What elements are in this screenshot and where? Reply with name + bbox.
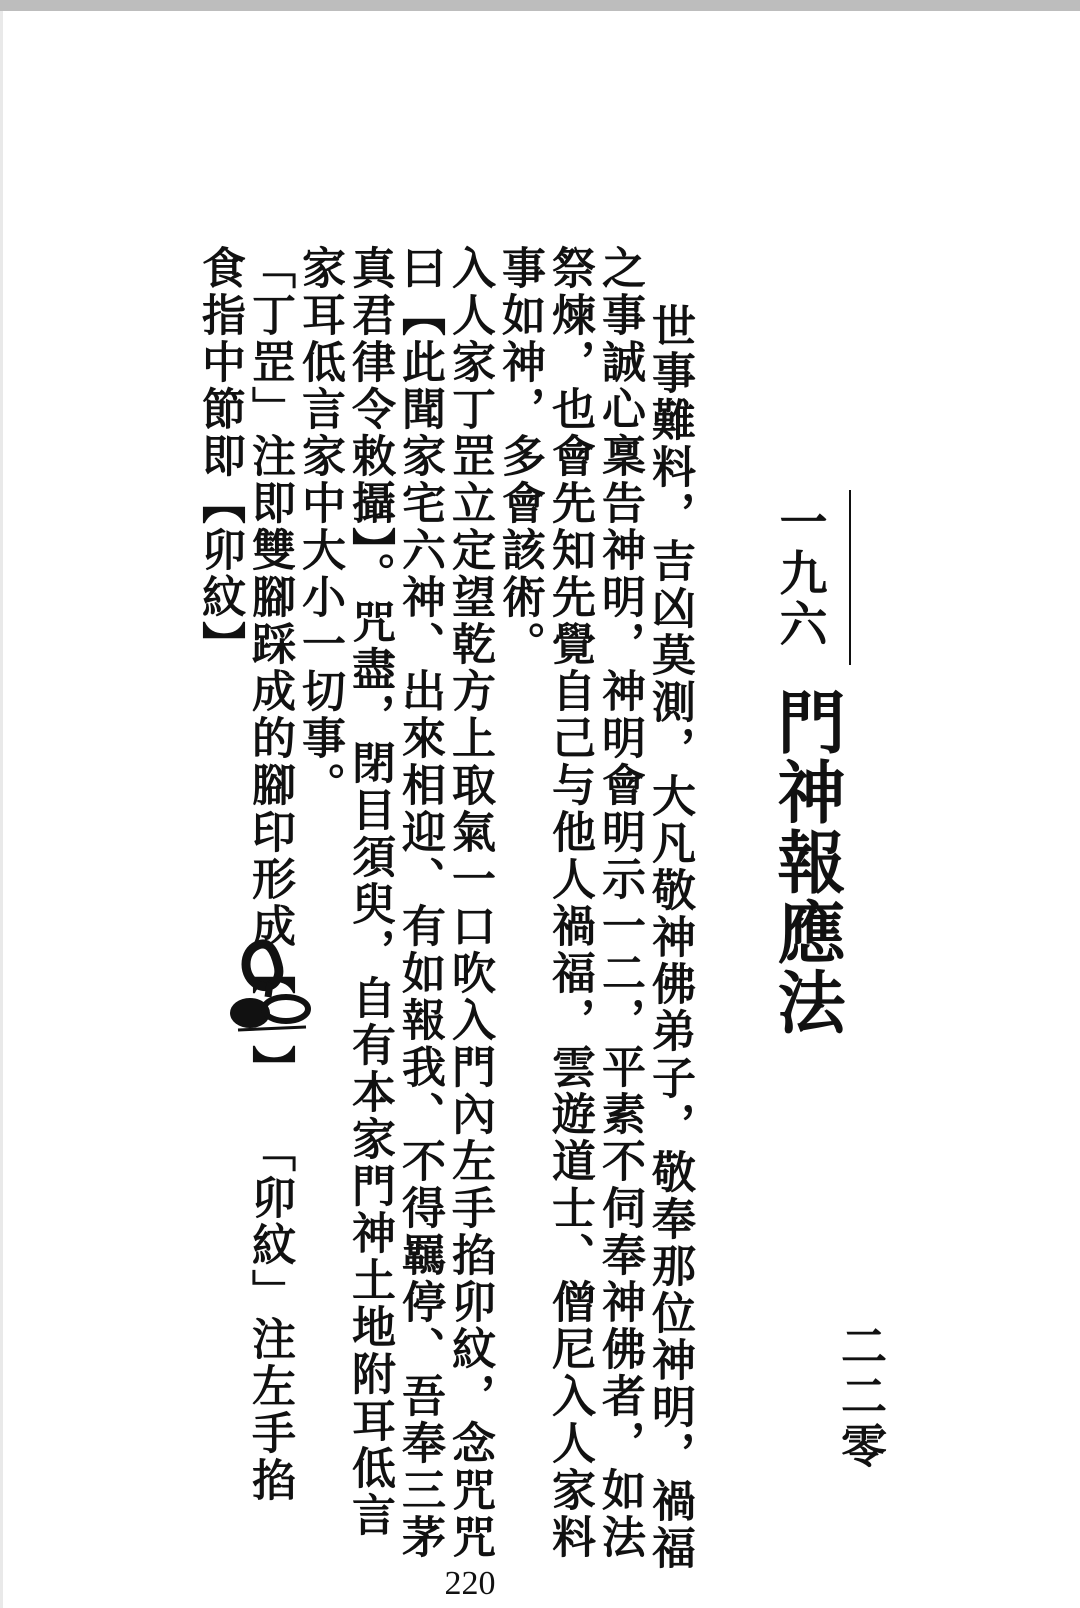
footprint-glyph-icon — [228, 935, 314, 1045]
section-rule — [849, 490, 851, 665]
section-title: 門神報應法 — [766, 687, 846, 1037]
body-column-9-part-a: 「丁罡」注即雙腳踩成的腳印形成【 — [244, 245, 295, 997]
top-gray-bar — [0, 0, 1080, 11]
body-column-7: 真君律令敕攝】。咒盡，閉目須臾，自有本家門神土地附耳低言 — [344, 245, 395, 1539]
body-column-3: 祭煉，也會先知先覺自己与他人禍福，雲遊道士、僧尼入人家料 — [544, 245, 595, 1561]
body-column-1: 世事難料，吉凶莫測，大凡敬神佛弟子，敬奉那位神明，禍福 — [644, 303, 695, 1572]
body-column-4: 事如神，多會該術。 — [494, 245, 545, 668]
chinese-page-number: 二二零 — [834, 1322, 888, 1472]
body-column-6: 曰【此聞家宅六神、出來相迎、有如報我、不得羈停、吾奉三茅 — [394, 245, 445, 1561]
body-column-2: 之事誠心稟告神明，神明會明示一二，平素不伺奉神佛者，如法 — [594, 245, 645, 1561]
body-column-9-part-c: 「卯紋」注左手掐 — [244, 1128, 295, 1504]
body-column-8: 家耳低言家中大小一切事。 — [294, 245, 345, 809]
section-number: 一九六 — [771, 497, 827, 650]
page-number: 220 — [444, 1565, 496, 1602]
page-left-edge — [0, 11, 3, 1608]
body-column-10: 食指中節即【卯紋】 — [194, 245, 245, 668]
body-column-5: 入人家丁罡立定望乾方上取氣一口吹入門內左手掐卯紋，念咒咒 — [444, 245, 495, 1561]
body-column-9-part-b: 】 — [244, 1045, 295, 1092]
